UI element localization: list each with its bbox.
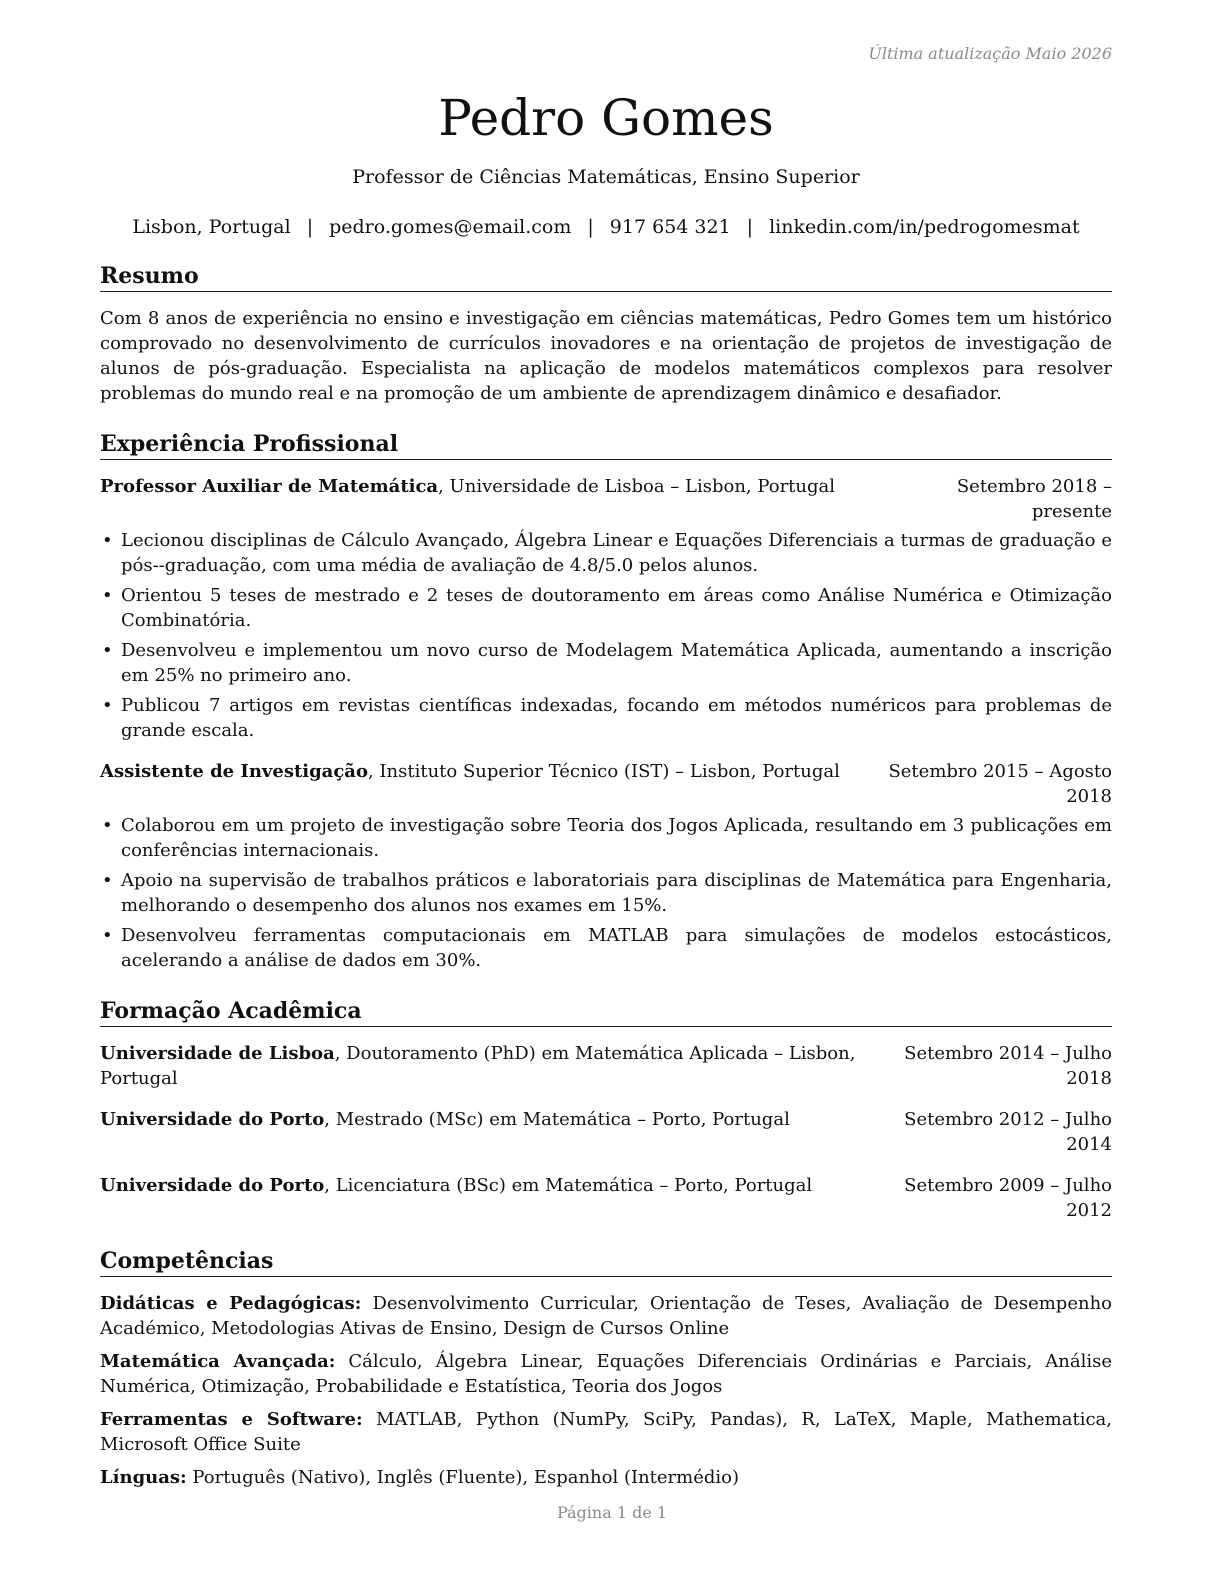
experience-heading: Experiência Profissional [100, 430, 1112, 460]
skill-text: Português (Nativo), Inglês (Fluente), Espanhol (Intermédio) [186, 1467, 740, 1488]
skill-row [100, 1291, 1112, 1341]
education-entry [100, 1041, 1112, 1091]
experience-section [100, 430, 1112, 973]
contact-location: Lisbon, Portugal [132, 216, 291, 238]
education-degree: , Doutoramento (PhD) em Matemática Aplicada – Lisbon, Portugal [100, 1043, 856, 1089]
skill-label: Matemática Avançada: [100, 1351, 336, 1372]
education-school: Universidade do Porto [100, 1109, 325, 1130]
job-role: Assistente de Investigação [100, 761, 368, 782]
skills-heading: Competências [100, 1247, 1112, 1277]
skill-text: Cálculo, Álgebra Linear, Equações Diferenciais Ordinárias e Parciais, Análise Numérica, Otimização, Probabilidade e Estatística, Teoria dos Jogos [100, 1351, 1112, 1397]
skill-label: Ferramentas e Software: [100, 1409, 363, 1430]
contact-line [100, 216, 1112, 238]
contact-email[interactable]: pedro.gomes@email.com [329, 216, 572, 238]
education-section [100, 997, 1112, 1223]
education-school: Universidade de Lisboa [100, 1043, 335, 1064]
job-bullet: • Desenvolveu e implementou um novo curso de Modelagem Matemática Aplicada, aumentando a inscrição em 25% no primeiro ano. [100, 638, 1112, 688]
job-bullet: • Apoio na supervisão de trabalhos práticos e laboratoriais para disciplinas de Matemática para Engenharia, melhorando o desempenho dos alunos nos exames em 15%. [100, 868, 1112, 918]
skill-row [100, 1465, 1112, 1490]
job-bullet: • Orientou 5 teses de mestrado e 2 teses de doutoramento em áreas como Análise Numérica e Otimização Combinatória. [100, 583, 1112, 633]
contact-separator: | [746, 216, 754, 238]
job-bullets [100, 528, 1112, 743]
education-date: Setembro 2014 – Julho 2018 [904, 1043, 1112, 1089]
education-entry [100, 1107, 1112, 1157]
job-entry [100, 759, 1112, 973]
job-date: Setembro 2018 – presente [956, 476, 1112, 522]
skills-section [100, 1247, 1112, 1490]
skill-label: Línguas: [100, 1467, 187, 1488]
job-bullet: • Lecionou disciplinas de Cálculo Avançado, Álgebra Linear e Equações Diferenciais a turmas de graduação e pós--graduação, com uma média de avaliação de 4.8/5.0 pelos alunos. [100, 528, 1112, 578]
skill-text: MATLAB, Python (NumPy, SciPy, Pandas), R, LaTeX, Maple, Mathematica, Microsoft Office Suite [100, 1409, 1113, 1455]
job-bullet: • Desenvolveu ferramentas computacionais em MATLAB para simulações de modelos estocásticos, acelerando a análise de dados em 30%. [100, 923, 1112, 973]
skill-text: Desenvolvimento Curricular, Orientação de Teses, Avaliação de Desempenho Académico, Metodologias Ativas de Ensino, Design de Cursos Online [100, 1293, 1113, 1339]
job-bullet: • Publicou 7 artigos em revistas científicas indexadas, focando em métodos numéricos para problemas de grande escala. [100, 693, 1112, 743]
job-org: , Instituto Superior Técnico (IST) – Lisbon, Portugal [367, 761, 840, 782]
education-date: Setembro 2009 – Julho 2012 [904, 1175, 1112, 1221]
education-date: Setembro 2012 – Julho 2014 [904, 1109, 1112, 1155]
education-heading: Formação Acadêmica [100, 997, 1112, 1027]
candidate-title: Professor de Ciências Matemáticas, Ensino Superior [352, 166, 860, 188]
summary-section [100, 262, 1112, 406]
education-degree: , Licenciatura (BSc) em Matemática – Porto, Portugal [324, 1175, 813, 1196]
summary-text: Com 8 anos de experiência no ensino e investigação em ciências matemáticas, Pedro Gomes tem um histórico comprovado no desenvolvimento de currículos inovadores e na orientação de projetos de investigação de alunos de pós-graduação. Especialista na aplicação de modelos matemáticos complexos para resolver problemas do mundo real e na promoção de um ambiente de aprendizagem dinâmico e desafiador. [100, 308, 1112, 404]
last-updated: Última atualização Maio 2026 [868, 44, 1112, 63]
skill-row [100, 1407, 1112, 1457]
summary-heading: Resumo [100, 262, 1112, 292]
contact-phone: 917 654 321 [609, 216, 731, 238]
job-bullets [100, 813, 1112, 973]
education-entry [100, 1173, 1112, 1223]
contact-separator: | [587, 216, 594, 238]
education-school: Universidade do Porto [100, 1175, 325, 1196]
skill-row [100, 1349, 1112, 1399]
page-number: Página 1 de 1 [556, 1503, 668, 1522]
contact-linkedin[interactable]: linkedin.com/in/pedrogomesmat [769, 216, 1080, 238]
job-entry [100, 474, 1112, 743]
job-bullet: • Colaborou em um projeto de investigação sobre Teoria dos Jogos Aplicada, resultando em 3 publicações em conferências internacionais. [100, 813, 1112, 863]
job-role: Professor Auxiliar de Matemática [100, 476, 439, 497]
candidate-name: Pedro Gomes [438, 89, 774, 147]
contact-separator: | [306, 216, 314, 238]
education-degree: , Mestrado (MSc) em Matemática – Porto, Portugal [324, 1109, 790, 1130]
job-org: , Universidade de Lisboa – Lisbon, Portugal [438, 476, 836, 497]
skill-label: Didáticas e Pedagógicas: [100, 1293, 362, 1314]
job-date: Setembro 2015 – Agosto 2018 [888, 761, 1112, 807]
